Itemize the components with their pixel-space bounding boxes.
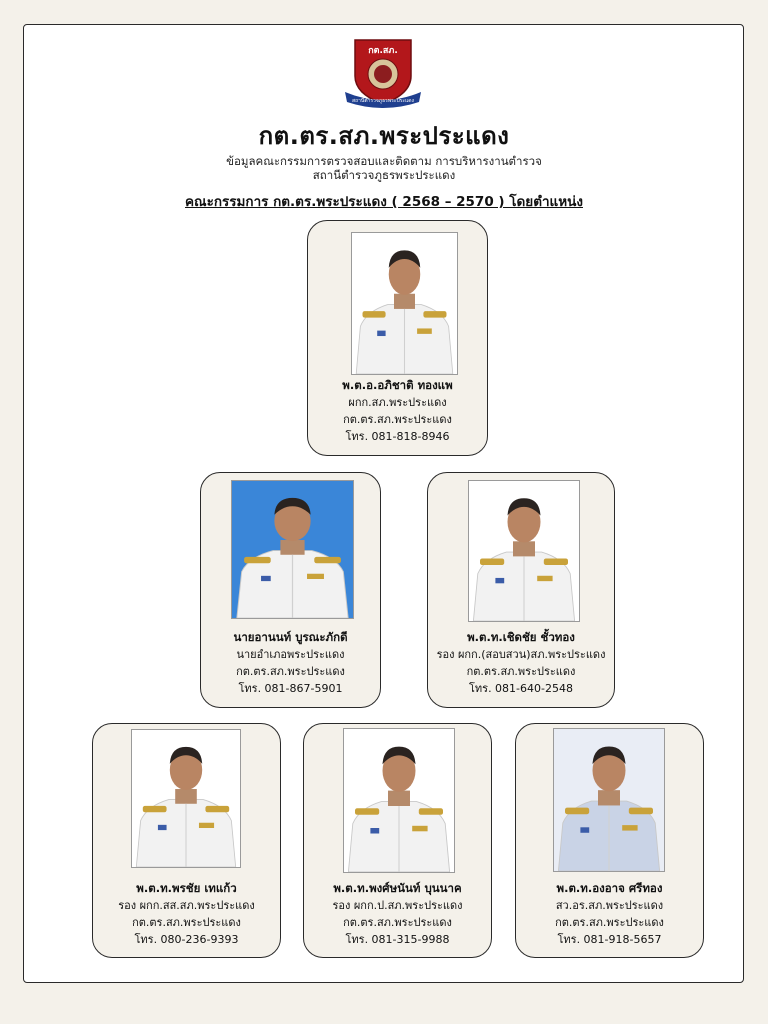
member-position: สว.อร.สภ.พระประแดง bbox=[555, 899, 664, 912]
ribbon-badge bbox=[377, 331, 385, 336]
neck bbox=[175, 789, 197, 804]
member-committee: กต.ตร.สภ.พระประแดง bbox=[343, 916, 452, 929]
member-phone: โทร. 081-818-8946 bbox=[345, 430, 450, 443]
member-photo bbox=[553, 728, 665, 872]
member-phone: โทร. 081-918-5657 bbox=[557, 933, 662, 946]
member-card-4 bbox=[303, 723, 492, 958]
portrait-figure bbox=[344, 729, 454, 872]
ribbon-badge bbox=[158, 825, 167, 830]
wing-badge bbox=[412, 826, 427, 832]
member-name: นายอานนท์ บูรณะภักดี bbox=[233, 630, 348, 644]
member-position: ผกก.สภ.พระประแดง bbox=[348, 396, 447, 409]
ribbon-badge bbox=[495, 578, 504, 583]
member-photo bbox=[231, 480, 354, 619]
wing-badge bbox=[417, 328, 432, 333]
neck bbox=[394, 294, 415, 309]
member-photo bbox=[343, 728, 455, 873]
left-epaulette bbox=[363, 311, 386, 318]
member-phone: โทร. 081-315-9988 bbox=[345, 933, 450, 946]
member-phone: โทร. 080-236-9393 bbox=[134, 933, 239, 946]
page-subtitle bbox=[0, 154, 768, 182]
member-card-2 bbox=[427, 472, 615, 708]
neck bbox=[513, 541, 535, 556]
right-epaulette bbox=[544, 559, 568, 565]
member-photo bbox=[131, 729, 241, 868]
committee-heading: คณะกรรมการ กต.ตร.พระประแดง ( 2568 – 2570 ) โดยตำแหน่ง bbox=[185, 194, 583, 210]
left-epaulette bbox=[244, 557, 271, 563]
member-phone: โทร. 081-640-2548 bbox=[469, 682, 573, 695]
portrait-figure bbox=[554, 729, 664, 871]
logo-ribbon-text: สถานีตำรวจภูธรพระประแดง bbox=[352, 98, 414, 104]
left-epaulette bbox=[143, 806, 167, 812]
member-name: พ.ต.ท.เชิดชัย ชั้วทอง bbox=[467, 630, 575, 644]
member-position: รอง ผกก.ป.สภ.พระประแดง bbox=[332, 899, 463, 912]
neck bbox=[388, 791, 410, 806]
portrait-figure bbox=[469, 481, 579, 621]
member-phone: โทร. 081-867-5901 bbox=[238, 682, 343, 695]
left-epaulette bbox=[565, 808, 589, 815]
member-card-1 bbox=[200, 472, 381, 708]
member-committee: กต.ตร.สภ.พระประแดง bbox=[132, 916, 241, 929]
neck bbox=[598, 790, 620, 805]
left-epaulette bbox=[480, 559, 504, 565]
member-card-0 bbox=[307, 220, 488, 456]
member-card-5 bbox=[515, 723, 704, 958]
wing-badge bbox=[307, 574, 324, 579]
ribbon-badge bbox=[370, 828, 379, 834]
member-position: นายอำเภอพระประแดง bbox=[236, 648, 345, 661]
wing-badge bbox=[537, 576, 552, 581]
wing-badge bbox=[622, 825, 637, 830]
logo-text: กต.สภ. bbox=[368, 46, 398, 56]
member-name: พ.ต.อ.อภิชาติ ทองแพ bbox=[342, 378, 453, 392]
subtitle-line-2: สถานีตำรวจภูธรพระประแดง bbox=[312, 168, 456, 182]
portrait-figure bbox=[352, 233, 457, 374]
member-name: พ.ต.ท.องอาจ ศรีทอง bbox=[556, 881, 663, 895]
portrait-figure bbox=[132, 730, 240, 867]
member-name: พ.ต.ท.พรชัย เทแก้ว bbox=[136, 881, 237, 895]
ribbon-badge bbox=[261, 576, 271, 581]
left-epaulette bbox=[355, 808, 379, 815]
member-committee: กต.ตร.สภ.พระประแดง bbox=[236, 665, 345, 678]
page-title: กต.ตร.สภ.พระประแดง bbox=[258, 122, 510, 150]
member-committee: กต.ตร.สภ.พระประแดง bbox=[343, 413, 452, 426]
member-committee: กต.ตร.สภ.พระประแดง bbox=[466, 665, 576, 678]
right-epaulette bbox=[629, 808, 653, 815]
police-station-logo bbox=[343, 36, 423, 108]
right-epaulette bbox=[205, 806, 229, 812]
member-position: รอง ผกก.(สอบสวน)สภ.พระประแดง bbox=[436, 648, 606, 661]
subtitle-line-1: ข้อมูลคณะกรรมการตรวจสอบและติดตาม การบริหารงานตำรวจ bbox=[226, 154, 542, 168]
right-epaulette bbox=[314, 557, 341, 563]
right-epaulette bbox=[419, 808, 443, 815]
member-photo bbox=[468, 480, 580, 622]
member-photo bbox=[351, 232, 458, 375]
portrait-figure bbox=[232, 481, 353, 618]
member-card-3 bbox=[92, 723, 281, 958]
wing-badge bbox=[199, 823, 214, 828]
neck bbox=[280, 540, 304, 555]
ribbon-badge bbox=[580, 827, 589, 832]
right-epaulette bbox=[423, 311, 446, 318]
member-position: รอง ผกก.สส.สภ.พระประแดง bbox=[118, 899, 255, 912]
member-committee: กต.ตร.สภ.พระประแดง bbox=[555, 916, 664, 929]
member-name: พ.ต.ท.พงศ์ษนันท์ บุนนาค bbox=[333, 881, 462, 895]
